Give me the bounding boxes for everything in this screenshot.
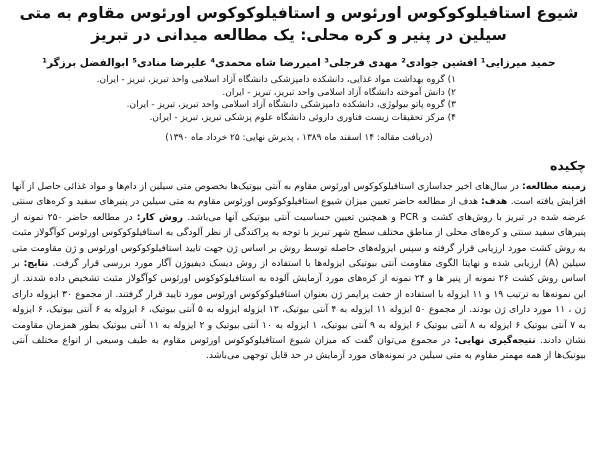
background-text: در سال‌های اخیر جداسازی استافیلوکوکوس اورئوس مقاوم به آنتی بیوتیک‌ها بخصوص متی سیلین از دام‌ها و مواد غذائی حاصل از آنها افزایش یافته است. bbox=[12, 181, 587, 208]
abstract-body bbox=[12, 179, 586, 364]
affiliation-item: ۴) مرکز تحقیقات زیست فناوری داروئی دانشگاه علوم پزشکی تبریز، تبریز - ایران. bbox=[149, 112, 456, 123]
results-text: بر اساس روش کشت ۲۶ نمونه از پنیر ها و ۲۴ نمونه از کره‌های مورد آزمایش آلوده به استافیلوکوکوس اورئوس کوآگولاز مثبت تشخیص داده شدند. از این نمونه‌ها به ترتیب ۱۹ و ۱۱ ایزوله با استفاده از جفت پرایمر ژن بعنوان استافیلوکوکوس اورئوس مورد تایید قرار گرفتند. از مجموع ۳۰ ایزوله دارای ژن ، ۱۱ مورد دارای ژن بودند. از مجموع ۵۰ ایزوله ۱۱ ایزوله به ۴ آنتی بیوتیک، ۱۲ ایزوله ایزوله به ۵ آنتی بیوتیک، ۶ ایزوله به ۶ آنتی بیوتیک، ۶ ایزوله به ۷ آنتی بیوتیک ۶ ایزوله به ۸ آنتی بیوتیک ۶ ایزوله به ۹ آنتی بیوتیک، ۱ ایزوله به ۱۰ آنتی بیوتیک و ۲ ایزوله به ۱۱ آنتی بیوتیک بطور همزمان مقاومت نشان دادند. bbox=[12, 258, 587, 347]
conclusion-label: نتیجه‌گیری نهایی: bbox=[454, 335, 540, 347]
aim-label: هدف: bbox=[481, 196, 511, 208]
results-label: نتایج: bbox=[23, 258, 53, 270]
method-label: روش کار: bbox=[136, 211, 188, 223]
method-text: در مطالعه حاضر ۲۵۰ نمونه از پنیرهای سفید سنتی و کره‌های محلی از مناطق مختلف سطح شهر تبریز با توجه به پراکندگی از نظر آلودگی به استافیلوکوکوس اورئوس کوآگولاز مثبت به روش کشت مورد ارزیابی قرار گرفته و سپس ایزوله‌های حاصله توسط روش بر اساس ژن جهت تایید استافیلوکوکوس اورئوس و ژن مقاومت متی سیلین (A) ارزیابی شده و نهایتا الگوی مقاومت آنتی بیوتیکی ایزوله‌ها با استفاده از روش دیسک دیفیوژن آگار مورد بررسی قرار گرفت. bbox=[12, 211, 586, 270]
affiliation-item: ۲) دانش آموخته دانشگاه آزاد اسلامی واحد تبریز، تبریز - ایران. bbox=[222, 87, 456, 98]
author-list: حمید میرزایی¹ افشین جوادی² مهدی فرجلی³ امیررضا شاه محمدی⁴ علیرضا منادی⁵ ابوالفضل برزگر¹ bbox=[42, 57, 556, 69]
abstract-heading: چکیده bbox=[550, 158, 586, 173]
received-accepted-dates: (دریافت مقاله: ۱۴ اسفند ماه ۱۳۸۹ ، پذیرش نهایی: ۲۵ خرداد ماه ۱۳۹۰) bbox=[165, 133, 433, 143]
affiliation-list bbox=[12, 74, 456, 124]
background-label: زمینه مطالعه: bbox=[522, 181, 586, 192]
paper-title: شیوع استافیلوکوکوس اورئوس و استافیلوکوکوس اورئوس مقاوم به متی سیلین در پنیر و کره محلی: یک مطالعه میدانی در تبریز bbox=[19, 4, 579, 44]
affiliation-item: ۱) گروه بهداشت مواد غذایی، دانشکده دامپزشکی دانشگاه آزاد اسلامی واحد تبریز، تبریز - ایران. bbox=[96, 75, 456, 85]
affiliation-item: ۳) گروه پاتو بیولوژی، دانشکده دامپزشکی دانشگاه آزاد اسلامی واحد تبریز، تبریز - ایران. bbox=[126, 100, 456, 110]
conclusion-text: در مجموع می‌توان گفت که میزان شیوع استافیلوکوکوس اورئوس مقاوم به طیف وسیعی از انواع مختلف آنتی بیوتیک‌ها از همه مهمتر مقاوم به متی سیلین در نمونه‌های مورد آزمایش در حد قابل توجهی می‌باشد. bbox=[12, 335, 586, 362]
aim-text: هدف از مطالعه حاضر تعیین میزان شیوع استافیلوکوکوس اورئوس مقاوم به متی سیلین در پنیرهای سفید و کره‌های سنتی عرضه شده در تبریز با روش‌های کشت و PCR و همچنین تعیین حساسیت آنتی بیوتیکی آنها می‌باشد. bbox=[12, 196, 586, 223]
